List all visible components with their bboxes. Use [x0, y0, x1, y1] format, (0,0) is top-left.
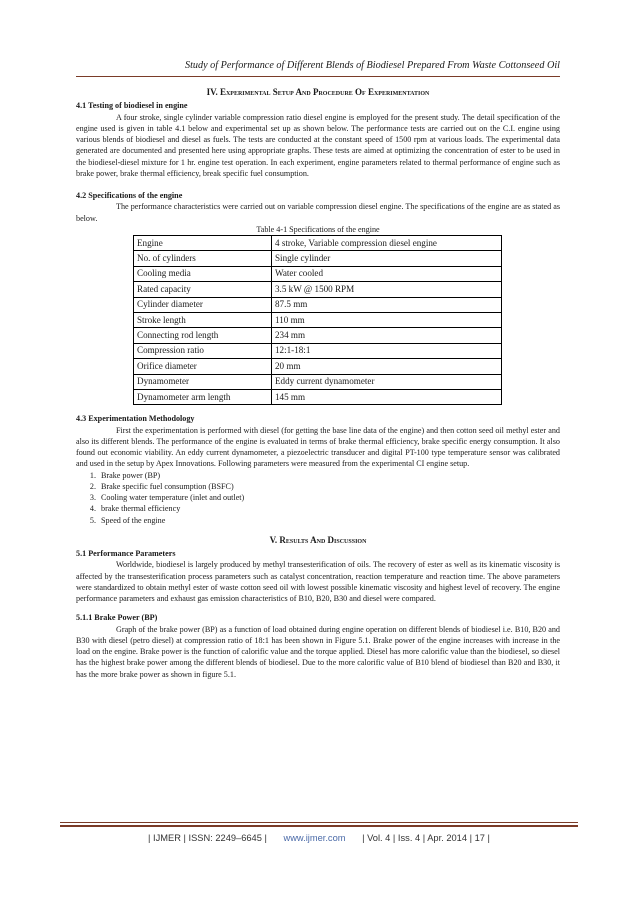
section-5-1-1-paragraph: Graph of the brake power (BP) as a function of load obtained during engine operation on different blends of biodiesel i.e. B10, B20 and B30 with diesel (petro diesel) at compression ratio of 18:1 has been shown in Figure 5.1. Brake power of the engine increases with increase in the load on the engine. Brake power is the function of calorific value and the torque applied. Diesel has more calorific value than the biodiesel, so diesel has the highest brake power among the different blends of biodiesel. Due to the more calorific value of B10 blend of biodiesel than B20 and B30, it has the more brake power as shown in figure 5.1. [76, 624, 560, 679]
section-5-1-heading: 5.1 Performance Parameters [76, 549, 176, 559]
table-cell-parameter: Orifice diameter [134, 359, 272, 374]
section-5-title [76, 535, 560, 546]
table-cell-parameter: Dynamometer [134, 374, 272, 389]
section-4-1-paragraph: A four stroke, single cylinder variable compression ratio diesel engine is employed for the present study. The detail specification of the engine used is given in table 4.1 below and experimental set up as shown below. The performance tests are carried out on the C.I. engine using various blends of biodiesel and diesel as fuels. The tests are conducted at the constant speed of 1500 rpm at various loads. The experimental data generated are documented and presented here using appropriate graphs. These tests are aimed at optimizing the concentration of ester to be used in the biodiesel-diesel mixture for 1 hr. engine test operation. In each experiment, engine parameters related to thermal performance of engine such as brake power, brake thermal efficiency, break specific fuel consumption. [76, 112, 560, 178]
table-row [134, 359, 502, 374]
footer-rule-thick [60, 825, 578, 827]
table-row [134, 297, 502, 312]
table-cell-value: 4 stroke, Variable compression diesel engine [272, 236, 502, 251]
table-cell-value: 87.5 mm [272, 297, 502, 312]
section-5-numeral: V. [269, 534, 278, 545]
header-rule [76, 76, 560, 77]
section-4-3-paragraph: First the experimentation is performed with diesel (for getting the base line data of the engine) and then cotton seed oil methyl ester and also its different blends. The performance of the engine is evaluated in terms of brake thermal efficiency, brake specific energy consumption. It also found out economic viability. An eddy current dynamometer, a piezoelectric transducer and digital PT-100 type temperature sensor was calibrated and used in the setup by Apex Innovations. Following parameters were measured from the experimental CI engine setup. [76, 425, 560, 469]
table-cell-parameter: Cylinder diameter [134, 297, 272, 312]
table-row [134, 374, 502, 389]
table-row [134, 328, 502, 343]
engine-spec-table [133, 235, 502, 405]
running-header-title: Study of Performance of Different Blends of Biodiesel Prepared From Waste Cottonseed Oil [185, 60, 560, 71]
table-row [134, 236, 502, 251]
section-4-title-text: Experimental Setup And Procedure Of Experimentation [219, 87, 430, 97]
table-cell-parameter: No. of cylinders [134, 251, 272, 266]
list-item: 3. Cooling water temperature (inlet and outlet) [98, 492, 560, 503]
table-cell-parameter: Cooling media [134, 266, 272, 281]
table-row [134, 282, 502, 297]
section-4-title [76, 87, 560, 98]
table-cell-value: Eddy current dynamometer [272, 374, 502, 389]
table-cell-parameter: Dynamometer arm length [134, 389, 272, 404]
table-cell-parameter: Compression ratio [134, 343, 272, 358]
table-cell-value: 145 mm [272, 389, 502, 404]
section-5-title-text: Results And Discussion [279, 534, 367, 545]
table-row [134, 312, 502, 327]
section-4-3-heading: 4.3 Experimentation Methodology [76, 414, 195, 424]
table-cell-value: 110 mm [272, 312, 502, 327]
footer-rule-thin [60, 822, 578, 823]
list-item: 2. Brake specific fuel consumption (BSFC) [98, 481, 560, 492]
section-4-1-heading: 4.1 Testing of biodiesel in engine [76, 101, 188, 111]
table-cell-parameter: Rated capacity [134, 282, 272, 297]
footer-journal: | IJMER | ISSN: 2249–6645 | [148, 833, 267, 843]
table-cell-parameter: Engine [134, 236, 272, 251]
table-cell-parameter: Stroke length [134, 312, 272, 327]
table-row [134, 266, 502, 281]
section-4-2-heading: 4.2 Specifications of the engine [76, 191, 183, 200]
table-caption: Table 4-1 Specifications of the engine [256, 224, 380, 234]
section-5-1-1-heading: 5.1.1 Brake Power (BP) [76, 613, 158, 623]
table-cell-parameter: Connecting rod length [134, 328, 272, 343]
measured-parameters-list [76, 470, 560, 526]
table-row [134, 389, 502, 404]
section-5-1-paragraph: Worldwide, biodiesel is largely produced by methyl transesterification of oils. The recovery of ester as well as its kinematic viscosity is affected by the transesterification process parameters such as catalyst concentration, reaction temperature and reaction time. The above parameters were standardized to obtain methyl ester of waste cotton seed oil with lowest possible kinematic viscosity and highest level of recovery. The engine performance parameters and exhaust gas emission characteristics of B10, B20, B30 and diesel were compared. [76, 560, 560, 604]
table-cell-value: Single cylinder [272, 251, 502, 266]
section-4-numeral: IV. [206, 87, 218, 97]
list-item: 5. Speed of the engine [98, 515, 560, 526]
page-body [76, 87, 560, 680]
page-footer [60, 833, 578, 843]
table-row [134, 343, 502, 358]
list-item: 4. brake thermal efficiency [98, 503, 560, 514]
table-cell-value: 20 mm [272, 359, 502, 374]
table-cell-value: Water cooled [272, 266, 502, 281]
section-4-2-paragraph: The performance characteristics were carried out on variable compression diesel engine. The specifications of the engine are as stated as below. [76, 202, 560, 223]
table-cell-value: 3.5 kW @ 1500 RPM [272, 282, 502, 297]
table-cell-value: 12:1-18:1 [272, 343, 502, 358]
list-item: 1. Brake power (BP) [98, 470, 560, 481]
table-cell-value: 234 mm [272, 328, 502, 343]
footer-url-link[interactable]: www.ijmer.com [283, 833, 346, 843]
footer-issue: | Vol. 4 | Iss. 4 | Apr. 2014 | 17 | [362, 833, 490, 843]
table-row [134, 251, 502, 266]
